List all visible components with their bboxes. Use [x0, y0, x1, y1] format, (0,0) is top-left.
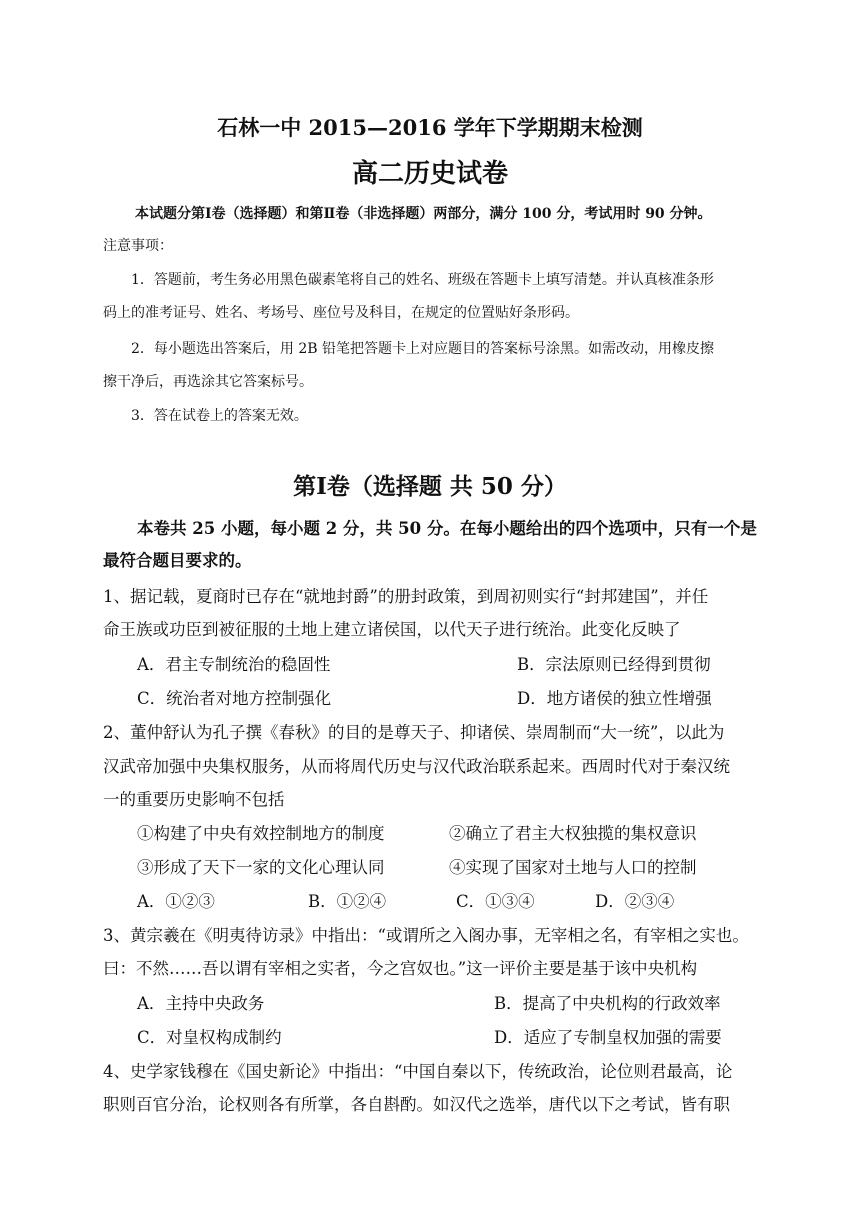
question-2-statement-2: ②确立了君主大权独揽的集权意识 — [449, 824, 697, 843]
question-2-option-d: D．②③④ — [595, 892, 675, 911]
question-3-option-d: D．适应了专制皇权加强的需要 — [494, 1028, 722, 1047]
exam-summary: 本试题分第Ⅰ卷（选择题）和第Ⅱ卷（非选择题）两部分，满分 100 分，考试用时 90 分钟。 — [135, 206, 712, 222]
question-1-line-1: 1、据记载，夏商时已存在“就地封爵”的册封政策，到周初则实行“封邦建国”，并任 — [103, 587, 709, 606]
question-1-option-b: B．宗法原则已经得到贯彻 — [517, 655, 711, 674]
question-2-line-2: 汉武帝加强中央集权服务，从而将周代历史与汉代政治联系起来。西周时代对于秦汉统 — [103, 757, 730, 776]
question-1-option-d: D．地方诸侯的独立性增强 — [517, 689, 712, 708]
question-1-option-a: A．君主专制统治的稳固性 — [137, 655, 331, 674]
question-1-option-c: C．统治者对地方控制强化 — [137, 689, 332, 708]
question-2-line-3: 一的重要历史影响不包括 — [103, 790, 285, 809]
question-2-option-b: B．①②④ — [308, 892, 387, 911]
question-3-option-c: C．对皇权构成制约 — [137, 1028, 282, 1047]
question-3-line-1: 3、黄宗羲在《明夷待访录》中指出：“或谓所之入阁办事，无宰相之名，有宰相之实也。 — [103, 926, 749, 945]
question-3-option-a: A．主持中央政务 — [137, 994, 265, 1013]
school-title: 石林一中 2015—2016 学年下学期期末检测 — [217, 115, 643, 140]
question-1-line-2: 命王族或功臣到被征服的土地上建立诸侯国，以代天子进行统治。此变化反映了 — [103, 620, 681, 639]
question-2-option-c: C．①③④ — [456, 892, 535, 911]
note-2-line-1: 2．每小题选出答案后，用 2B 铅笔把答题卡上对应题目的答案标号涂黑。如需改动，用橡皮擦 — [131, 341, 715, 357]
section-1-instructions-line-2: 最符合题目要求的。 — [103, 551, 252, 570]
question-2-line-1: 2、董仲舒认为孔子撰《春秋》的目的是尊天子、抑诸侯、崇周制而“大一统”，以此为 — [103, 723, 725, 742]
question-4-line-2: 职则百官分治，论权则各有所掌，各自斟酌。如汉代之选举，唐代以下之考试，皆有职 — [103, 1095, 730, 1114]
question-3-option-b: B．提高了中央机构的行政效率 — [494, 994, 721, 1013]
section-1-title: 第Ⅰ卷（选择题 共 50 分） — [293, 473, 567, 500]
question-2-option-a: A．①②③ — [137, 892, 215, 911]
note-1-line-2: 码上的准考证号、姓名、考场号、座位号及科目，在规定的位置贴好条形码。 — [103, 305, 579, 321]
note-1-line-1: 1．答题前，考生务必用黑色碳素笔将自己的姓名、班级在答题卡上填写清楚。并认真核准条形 — [131, 272, 714, 288]
section-1-instructions-line-1: 本卷共 25 小题，每小题 2 分，共 50 分。在每小题给出的四个选项中，只有一个是 — [137, 519, 757, 538]
question-4-line-1: 4、史学家钱穆在《国史新论》中指出：“中国自秦以下，传统政治，论位则君最高，论 — [103, 1062, 733, 1081]
note-2-line-2: 擦干净后，再选涂其它答案标号。 — [103, 374, 313, 390]
question-3-line-2: 曰：不然……吾以谓有宰相之实者，今之宫奴也。”这一评价主要是基于该中央机构 — [103, 959, 698, 978]
note-3: 3．答在试卷上的答案无效。 — [131, 408, 308, 424]
question-2-statement-3: ③形成了天下一家的文化心理认同 — [137, 858, 385, 877]
question-2-statement-1: ①构建了中央有效控制地方的制度 — [137, 824, 385, 843]
question-2-statement-4: ④实现了国家对土地与人口的控制 — [449, 858, 697, 877]
notes-heading: 注意事项： — [103, 238, 173, 254]
exam-title: 高二历史试卷 — [351, 159, 508, 189]
